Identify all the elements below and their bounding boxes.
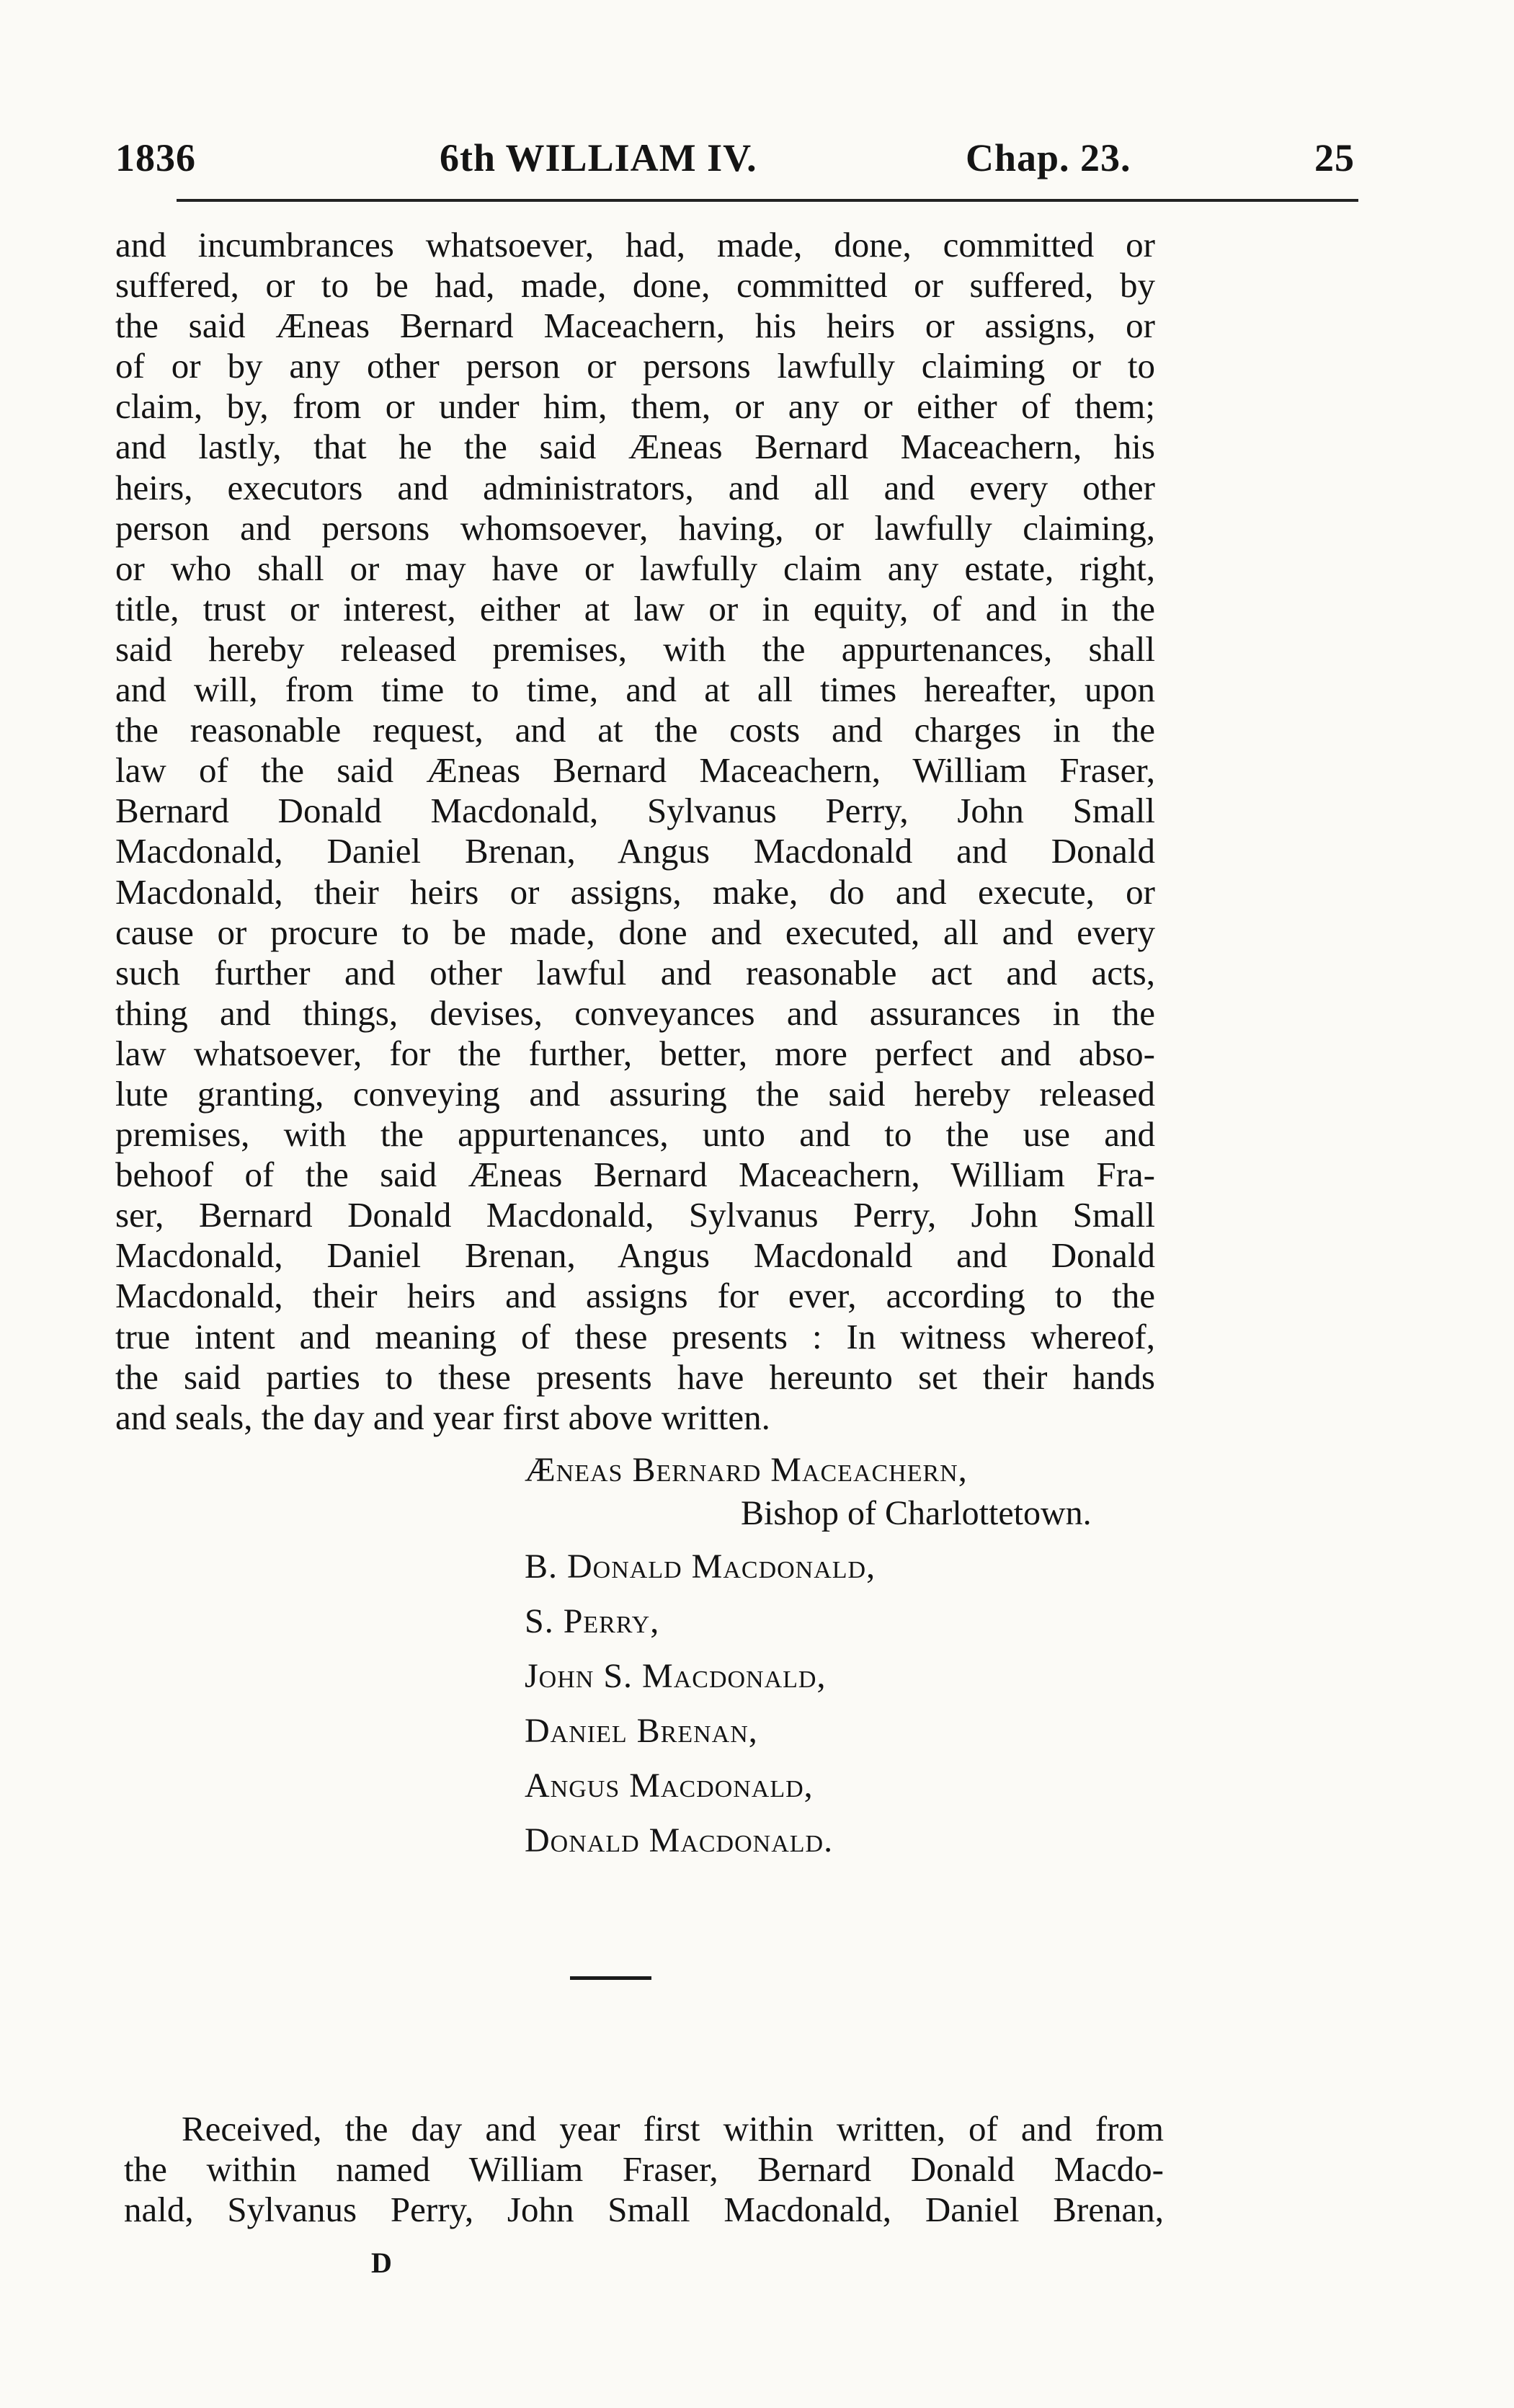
body-line: of or by any other person or persons lawfully claiming or to: [115, 346, 1155, 386]
body-line: person and persons whomsoever, having, or lawfully claiming,: [115, 507, 1155, 548]
body-line: the said parties to these presents have hereunto set their hands: [115, 1356, 1155, 1397]
body-line: true intent and meaning of these presents : In witness whereof,: [115, 1316, 1155, 1356]
body-line: claim, by, from or under him, them, or any or either of them;: [115, 386, 1155, 427]
body-line: premises, with the appurtenances, unto and to the use and: [115, 1114, 1155, 1155]
body-line: Macdonald, their heirs or assigns, make, do and execute, or: [115, 871, 1155, 912]
signature-signer: B. Donald Macdonald,: [525, 1547, 876, 1586]
body-line: heirs, executors and administrators, and all and every other: [115, 467, 1155, 507]
body-line: ser, Bernard Donald Macdonald, Sylvanus Perry, John Small: [115, 1195, 1155, 1235]
signature-bishop-title: Bishop of Charlottetown.: [741, 1494, 1092, 1532]
body-line: such further and other lawful and reasonable act and acts,: [115, 952, 1155, 992]
header-rule: [177, 199, 1358, 202]
body-line: law whatsoever, for the further, better, more perfect and abso-: [115, 1033, 1155, 1073]
body-line: said hereby released premises, with the appurtenances, shall: [115, 628, 1155, 669]
section-divider: [570, 1976, 651, 1980]
receipt-text: [124, 2109, 1164, 2230]
body-line: thing and things, devises, conveyances and assurances in the: [115, 992, 1155, 1033]
body-line: and incumbrances whatsoever, had, made, done, committed or: [115, 225, 1155, 265]
body-line: Macdonald, their heirs and assigns for ever, according to the: [115, 1276, 1155, 1316]
body-line: Macdonald, Daniel Brenan, Angus Macdonald and Donald: [115, 831, 1155, 871]
signature-block: [525, 1449, 1092, 1874]
body-line: and lastly, that he the said Æneas Bernard Maceachern, his: [115, 427, 1155, 467]
header-chapter: Chap. 23.: [966, 136, 1131, 179]
running-header: [115, 135, 1355, 186]
body-line: behoof of the said Æneas Bernard Maceachern, William Fra-: [115, 1155, 1155, 1195]
receipt-line: Received, the day and year first within written, of and from: [182, 2109, 1164, 2149]
body-line: Macdonald, Daniel Brenan, Angus Macdonald and Donald: [115, 1235, 1155, 1276]
signature-signer: John S. Macdonald,: [525, 1657, 827, 1695]
body-line: cause or procure to be made, done and executed, all and every: [115, 912, 1155, 952]
header-reign: 6th WILLIAM IV.: [440, 136, 757, 179]
signature-signer: Donald Macdonald.: [525, 1821, 834, 1860]
body-line: lute granting, conveying and assuring the said hereby released: [115, 1073, 1155, 1114]
signature-signer: S. Perry,: [525, 1602, 660, 1640]
header-page-number: 25: [1314, 136, 1355, 179]
body-line: the said Æneas Bernard Maceachern, his heirs or assigns, or: [115, 306, 1155, 346]
body-line: Bernard Donald Macdonald, Sylvanus Perry, John Small: [115, 791, 1155, 831]
signature-signer: Daniel Brenan,: [525, 1712, 758, 1750]
signature-mark: D: [371, 2247, 392, 2279]
receipt-line: the within named William Fraser, Bernard Donald Macdo-: [124, 2149, 1164, 2189]
body-line: title, trust or interest, either at law or in equity, of and in the: [115, 588, 1155, 628]
body-line: the reasonable request, and at the costs and charges in the: [115, 710, 1155, 750]
body-text: [115, 225, 1155, 1438]
signature-bishop: Æneas Bernard Maceachern,: [525, 1451, 968, 1489]
header-year: 1836: [115, 136, 196, 179]
body-line: and will, from time to time, and at all times hereafter, upon: [115, 670, 1155, 710]
signature-signer: Angus Macdonald,: [525, 1767, 814, 1805]
body-line: or who shall or may have or lawfully claim any estate, right,: [115, 548, 1155, 588]
body-line: and seals, the day and year first above written.: [115, 1397, 770, 1437]
body-line: law of the said Æneas Bernard Maceachern, William Fraser,: [115, 750, 1155, 791]
body-line: suffered, or to be had, made, done, committed or suffered, by: [115, 265, 1155, 306]
receipt-line: nald, Sylvanus Perry, John Small Macdonald, Daniel Brenan,: [124, 2190, 1164, 2229]
